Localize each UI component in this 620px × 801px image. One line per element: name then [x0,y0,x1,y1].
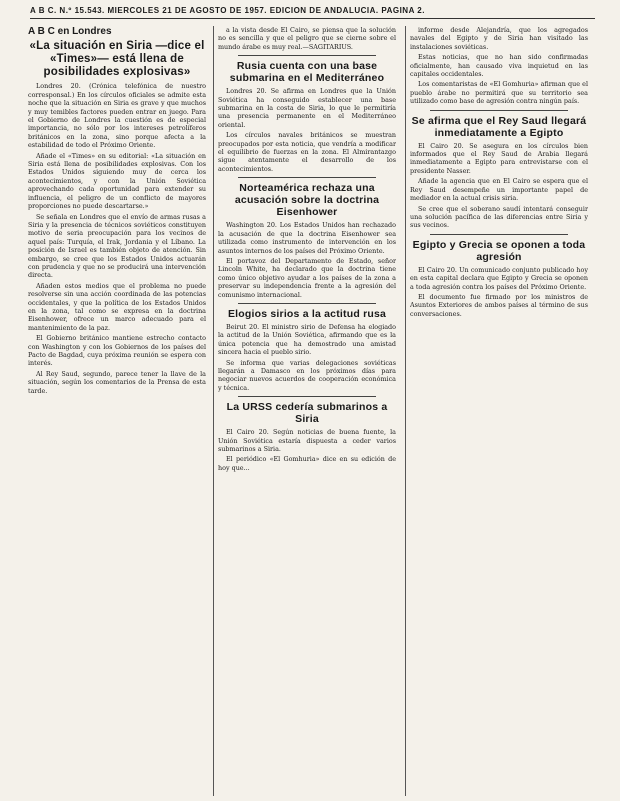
article-paragraph: Londres 20. (Crónica telefónica de nuestro corresponsal.) En los círculos oficiales se admite esta noche que la situación en Siria es grave y que muchos y muy temibles factores pueden entrar en juego. Para el Gobierno de Londres la cuestión es de especial importancia, no sólo por los intereses petrolíferos británicos en la zona, sino porque afecta a la estabilidad de todo el Próximo Oriente. [28,82,206,150]
article-paragraph: Se informa que varias delegaciones soviéticas llegarán a Damasco en los próximos días para negociar nuevos acuerdos de cooperación económica y técnica. [218,358,396,392]
divider [238,303,376,304]
headline-egypt-greece: Egipto y Grecia se oponen a toda agresión [412,238,586,263]
article-paragraph: Se señala en Londres que el envío de armas rusas a Siria y la presencia de técnicos soviéticos constituyen motivo de seria preocupación para los vecinos de aquel país: Turquía, el Irak, Jordania y el Líbano. La posición de Israel es también objeto de atención. Sin embargo, se cree que los Estados Unidos actuarán con prudencia y que no se producirá una intervención directa. [28,212,206,280]
article-paragraph: Se cree que el soberano saudí intentará conseguir una solución pacífica de las diferencias entre Siria y sus vecinos. [410,204,588,230]
divider [430,110,568,111]
article-paragraph: Washington 20. Los Estados Unidos han rechazado la acusación de que la doctrina Eisenhower sea utilizada como instrumento de intervención en los asuntos internos de los países del Próximo Oriente. [218,221,396,255]
article-paragraph: El Cairo 20. Un comunicado conjunto publicado hoy en esta capital declara que Egipto y Grecia se oponen a toda agresión contra los países del Próximo Oriente. [410,265,588,291]
article-paragraph: Estas noticias, que no han sido confirmadas oficialmente, han causado viva inquietud en las capitales occidentales. [410,53,588,79]
section-title: A B C en Londres [28,26,112,37]
article-paragraph: El Gobierno británico mantiene estrecho contacto con Washington y con los Gobiernos de los países del Pacto de Bagdad, cuya próxima reunión se espera con interés. [28,334,206,368]
column-2 [218,26,396,796]
headline-king-saud: Se afirma que el Rey Saud llegará inmediatamente a Egipto [411,114,587,139]
article-paragraph: informe desde Alejandría, que los agregados navales del Egipto y de Siria han visitado las instalaciones soviéticas. [410,26,588,51]
divider [430,234,568,235]
headline-syria-times: «La situación en Siria —dice el «Times»— está llena de posibilidades explosivas» [29,40,205,79]
article-paragraph: El Cairo 20. Según noticias de buena fuente, la Unión Soviética estaría dispuesta a ceder varios submarinos a Siria. [218,428,396,453]
article-paragraph: Añaden estos medios que el problema no puede resolverse sin una acción coordinada de las potencias occidentales, y que la política de los Estados Unidos en la zona, tal como se expresa en la doctrina Eisenhower, ofrece un marco adecuado para el mantenimiento de la paz. [28,281,206,332]
column-3 [410,26,588,796]
column-divider-2 [405,26,406,796]
headline-submarine-base: Rusia cuenta con una base submarina en el Mediterráneo [229,60,385,85]
article-paragraph: El portavoz del Departamento de Estado, señor Lincoln White, ha declarado que la doctrina tiene como único objetivo ayudar a los países de la zona a preservar su independencia frente a la agresión del comunismo internacional. [218,256,396,299]
article-paragraph: Beirut 20. El ministro sirio de Defensa ha elogiado la actitud de la Unión Soviética, afirmando que es la única potencia que ha demostrado una amistad sincera hacia el pueblo sirio. [218,322,396,357]
running-head: A B C. N.º 15.543. MIERCOLES 21 DE AGOSTO DE 1957. EDICION DE ANDALUCIA. PAGINA 2. [30,6,595,19]
headline-syrian-praise: Elogios sirios a la actitud rusa [227,307,387,320]
article-paragraph: El Cairo 20. Se asegura en los círculos bien informados que el Rey Saud de Arabia llegará inmediatamente a Egipto para entrevistarse con el presidente Nasser. [410,141,588,175]
article-paragraph: El periódico «El Gomhuria» dice en su edición de hoy que... [218,455,396,472]
article-paragraph: Añade el «Times» en su editorial: «La situación en Siria está llena de posibilidades explosivas. Con los Estados Unidos siguiendo muy de cerca los acontecimientos, y con la Unión Soviética aprovechando cada oportunidad para extender su influencia, el peligro de un conflicto de mayores proporciones no puede descartarse.» [28,151,206,211]
article-paragraph: Añade la agencia que en El Cairo se espera que el Rey Saud desempeñe un importante papel de mediador en la actual crisis siria. [410,177,588,203]
article-paragraph: Los círculos navales británicos se muestran preocupados por esta noticia, que vendría a modificar el equilibrio de fuerzas en la zona. El Almirantazgo sigue atentamente el desarrollo de los acontecimientos. [218,131,396,173]
article-paragraph: Londres 20. Se afirma en Londres que la Unión Soviética ha conseguido establecer una base submarina en la costa de Siria, lo que le permitiría una presencia permanente en el Mediterráneo oriental. [218,87,396,129]
divider [238,55,376,56]
article-paragraph: El documento fue firmado por los ministros de Asuntos Exteriores de ambos países al término de sus conversaciones. [410,292,588,318]
divider [238,396,376,397]
column-1 [28,26,206,796]
column-divider-1 [213,26,214,796]
article-paragraph: Los comentaristas de «El Gomhuria» afirman que el pueblo árabe no permitirá que su territorio sea utilizado como base de agresión contra ningún país. [410,80,588,106]
article-paragraph: Al Rey Saud, segundo, parece tener la llave de la situación, según los comentarios de la Prensa de esta tarde. [28,369,206,395]
article-paragraph: a la vista desde El Cairo, se piensa que la solución no es sencilla y que el peligro que se cierne sobre el mundo árabe es muy real.—SAGITARIUS. [218,26,396,51]
headline-eisenhower-doctrine: Norteamérica rechaza una acusación sobre la doctrina Eisenhower [234,182,380,219]
headline-urss-submarines: La URSS cedería submarinos a Siria [226,401,388,426]
divider [238,177,376,178]
